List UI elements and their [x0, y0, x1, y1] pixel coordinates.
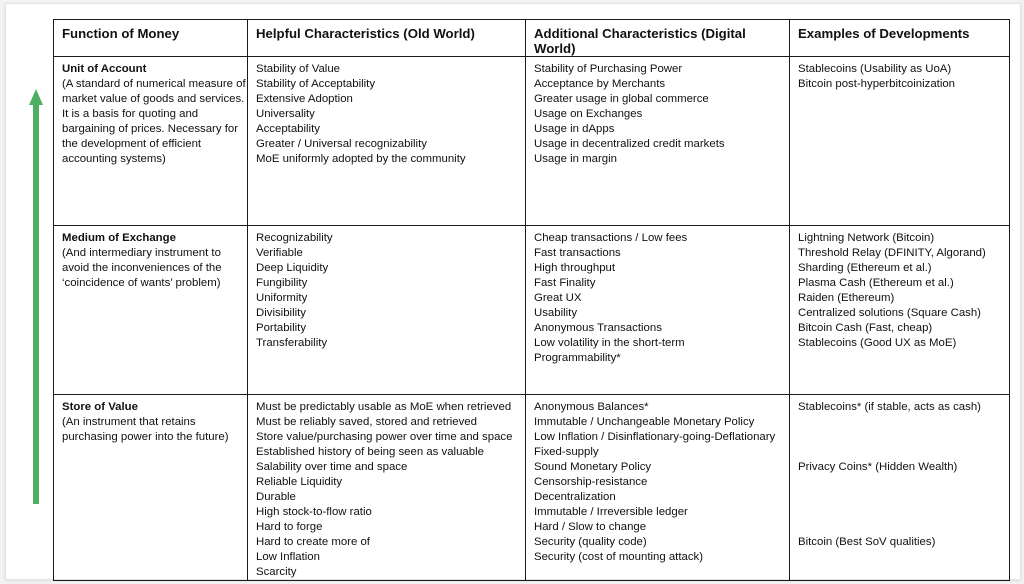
helpful-cell: [248, 395, 526, 581]
additional-cell: [526, 57, 790, 226]
list-item: Sound Monetary Policy: [534, 461, 652, 473]
additional-cell: [526, 226, 790, 395]
list-item: Deep Liquidity: [256, 262, 329, 274]
function-description: (A standard of numerical measure of market value of goods and services. It is a basis for quoting and bargaining of prices. Necessary for the development of efficient accounting systems): [62, 78, 246, 165]
list-item: Censorship-resistance: [534, 476, 648, 488]
helpful-cell: [248, 226, 526, 395]
list-item: Stablecoins (Good UX as MoE): [798, 337, 957, 349]
list-item: Threshold Relay (DFINITY, Algorand): [798, 247, 986, 259]
list-item: Bitcoin Cash (Fast, cheap): [798, 322, 933, 334]
examples-cell: [790, 57, 1010, 226]
list-item: Hard to create more of: [256, 536, 370, 548]
list-item: Store value/purchasing power over time and space: [256, 431, 513, 443]
function-title: Medium of Exchange: [62, 232, 176, 244]
list-item: Greater / Universal recognizability: [256, 138, 427, 150]
list-item: Acceptance by Merchants: [534, 78, 666, 90]
list-item: Acceptability: [256, 123, 320, 135]
spacer: [798, 415, 1009, 460]
examples-list: [798, 400, 1009, 550]
list-item: Security (quality code): [534, 536, 647, 548]
list-item: Stablecoins (Usability as UoA): [798, 63, 952, 75]
function-description: (And intermediary instrument to avoid the inconveniences of the ‘coincidence of wants’ problem): [62, 247, 222, 289]
helpful-list: [256, 400, 525, 580]
helpful-cell: [248, 57, 526, 226]
list-item: MoE uniformly adopted by the community: [256, 153, 466, 165]
list-item: Immutable / Unchangeable Monetary Policy: [534, 416, 755, 428]
header-function: Function of Money: [54, 20, 248, 57]
list-item: Durable: [256, 491, 296, 503]
list-item: Uniformity: [256, 292, 308, 304]
list-item: Decentralization: [534, 491, 616, 503]
list-item: Verifiable: [256, 247, 303, 259]
examples-list: [798, 62, 1009, 92]
list-item: Bitcoin (Best SoV qualities): [798, 536, 936, 548]
spacer: [798, 475, 1009, 535]
list-item: Usage in dApps: [534, 123, 615, 135]
examples-cell: [790, 226, 1010, 395]
list-item: Hard / Slow to change: [534, 521, 647, 533]
list-item: Portability: [256, 322, 307, 334]
list-item: Hard to forge: [256, 521, 323, 533]
list-item: Great UX: [534, 292, 582, 304]
additional-cell: [526, 395, 790, 581]
helpful-list: [256, 62, 525, 167]
list-item: Extensive Adoption: [256, 93, 353, 105]
list-item: Scarcity: [256, 566, 297, 578]
row-unit-of-account: [54, 57, 1010, 226]
list-item: High throughput: [534, 262, 616, 274]
list-item: Raiden (Ethereum): [798, 292, 895, 304]
list-item: Established history of being seen as valuable: [256, 446, 484, 458]
list-item: Stability of Acceptability: [256, 78, 376, 90]
list-item: Low Inflation: [256, 551, 320, 563]
list-item: Usage in decentralized credit markets: [534, 138, 725, 150]
money-functions-table: [53, 19, 1010, 581]
function-title: Store of Value: [62, 401, 138, 413]
function-cell: [54, 395, 248, 581]
list-item: Salability over time and space: [256, 461, 408, 473]
header-additional: Additional Characteristics (Digital World): [526, 20, 790, 57]
document-page: [5, 3, 1021, 580]
examples-cell: [790, 395, 1010, 581]
header-examples: Examples of Developments: [790, 20, 1010, 57]
additional-list: [534, 62, 789, 167]
list-item: Divisibility: [256, 307, 306, 319]
list-item: Usability: [534, 307, 578, 319]
list-item: Usage in margin: [534, 153, 617, 165]
header-row: [54, 20, 1010, 57]
additional-list: [534, 400, 789, 565]
list-item: Plasma Cash (Ethereum et al.): [798, 277, 954, 289]
list-item: Stability of Value: [256, 63, 340, 75]
row-store-of-value: [54, 395, 1010, 581]
list-item: Fixed-supply: [534, 446, 599, 458]
list-item: Bitcoin post-hyperbitcoinization: [798, 78, 956, 90]
header-helpful: Helpful Characteristics (Old World): [248, 20, 526, 57]
list-item: Anonymous Transactions: [534, 322, 662, 334]
list-item: Immutable / Irreversible ledger: [534, 506, 688, 518]
list-item: Stability of Purchasing Power: [534, 63, 683, 75]
list-item: Must be predictably usable as MoE when retrieved: [256, 401, 512, 413]
list-item: Security (cost of mounting attack): [534, 551, 704, 563]
list-item: Anonymous Balances*: [534, 401, 649, 413]
function-cell: [54, 226, 248, 395]
list-item: Transferability: [256, 337, 328, 349]
upward-arrow-icon: [29, 89, 43, 504]
list-item: Centralized solutions (Square Cash): [798, 307, 981, 319]
list-item: Recognizability: [256, 232, 333, 244]
function-cell: [54, 57, 248, 226]
list-item: Programmability*: [534, 352, 621, 364]
list-item: Fungibility: [256, 277, 308, 289]
list-item: High stock-to-flow ratio: [256, 506, 372, 518]
helpful-list: [256, 231, 525, 351]
list-item: Greater usage in global commerce: [534, 93, 709, 105]
list-item: Fast transactions: [534, 247, 621, 259]
list-item: Usage on Exchanges: [534, 108, 643, 120]
list-item: Privacy Coins* (Hidden Wealth): [798, 461, 958, 473]
list-item: Sharding (Ethereum et al.): [798, 262, 932, 274]
list-item: Must be reliably saved, stored and retrieved: [256, 416, 477, 428]
list-item: Lightning Network (Bitcoin): [798, 232, 935, 244]
function-description: (An instrument that retains purchasing power into the future): [62, 416, 229, 443]
list-item: Low volatility in the short-term: [534, 337, 685, 349]
list-item: Stablecoins* (if stable, acts as cash): [798, 401, 981, 413]
row-medium-of-exchange: [54, 226, 1010, 395]
list-item: Low Inflation / Disinflationary-going-Deflationary: [534, 431, 776, 443]
list-item: Universality: [256, 108, 315, 120]
list-item: Fast Finality: [534, 277, 596, 289]
list-item: Reliable Liquidity: [256, 476, 343, 488]
function-title: Unit of Account: [62, 63, 147, 75]
additional-list: [534, 231, 789, 366]
examples-list: [798, 231, 1009, 351]
list-item: Cheap transactions / Low fees: [534, 232, 688, 244]
